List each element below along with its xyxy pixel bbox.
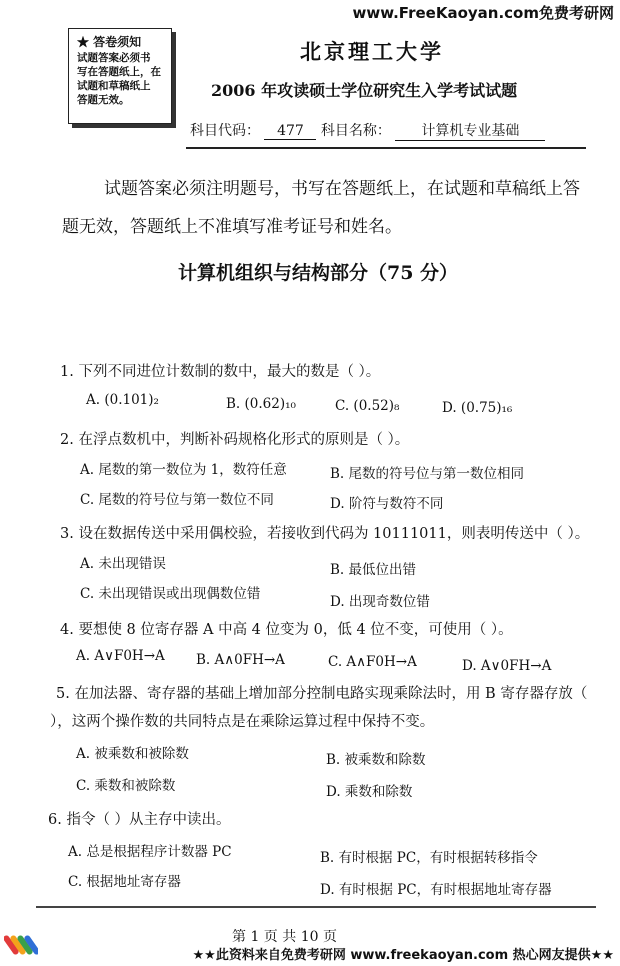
footer-rule bbox=[36, 906, 596, 908]
notice-title: ★ 答卷须知 bbox=[77, 35, 142, 49]
subject-name-label: 科目名称： bbox=[320, 123, 391, 139]
question-option: C. A∧F0H→A bbox=[328, 654, 417, 670]
question-option: C. 乘数和被除数 bbox=[76, 778, 176, 794]
site-logo-icon bbox=[4, 928, 38, 962]
question-option: D. 有时根据 PC，有时根据地址寄存器 bbox=[320, 882, 552, 898]
notice-line: 试题答案必须书 bbox=[77, 52, 151, 64]
question-stem: 5. 在加法器、寄存器的基础上增加部分控制电路实现乘除法时，用 B 寄存器存放（ ），这两个操作数的共同特点是在乘除运算过程中保持不变。 bbox=[50, 686, 588, 730]
question-option: C. 未出现错误或出现偶数位错 bbox=[80, 586, 261, 602]
question-option: A. 未出现错误 bbox=[80, 556, 166, 572]
question-option: A. 被乘数和被除数 bbox=[76, 746, 189, 762]
section-title: 计算机组织与结构部分（75 分） bbox=[178, 262, 459, 284]
question-option: B. 最低位出错 bbox=[330, 562, 417, 578]
subject-code: 477 bbox=[264, 123, 316, 140]
notice-line: 试题和草稿纸上 bbox=[77, 80, 151, 92]
question-option: D. 乘数和除数 bbox=[326, 784, 413, 800]
question-option: A. 尾数的第一数位为 1，数符任意 bbox=[80, 462, 287, 478]
page-footer: 第 1 页 共 10 页 bbox=[232, 929, 337, 945]
question-option: A. (0.101)₂ bbox=[86, 392, 159, 408]
header-rule bbox=[186, 147, 586, 149]
question-option: B. (0.62)₁₀ bbox=[226, 396, 296, 412]
site-watermark-bottom: ★★此资料来自免费考研网 www.freekaoyan.com 热心网友提供★★ bbox=[192, 948, 614, 963]
question-option: D. (0.75)₁₆ bbox=[442, 400, 513, 416]
question-option: A. 总是根据程序计数器 PC bbox=[68, 844, 232, 860]
notice-line: 答题无效。 bbox=[77, 94, 130, 106]
question-stem: 6. 指令（ ）从主存中读出。 bbox=[48, 812, 231, 828]
question-option: B. 被乘数和除数 bbox=[326, 752, 426, 768]
question-option: C. 尾数的符号位与第一数位不同 bbox=[80, 492, 274, 508]
university-name: 北京理工大学 bbox=[300, 39, 444, 64]
exam-instructions: 试题答案必须注明题号，书写在答题纸上，在试题和草稿纸上答题无效，答题纸上不准填写准考证号和姓名。 bbox=[62, 179, 580, 237]
question-stem: 3. 设在数据传送中采用偶校验，若接收到代码为 10111011，则表明传送中（ ）。 bbox=[60, 526, 590, 542]
question-option: C. (0.52)₈ bbox=[335, 398, 400, 414]
subject-line bbox=[190, 120, 545, 141]
subject-code-label: 科目代码： bbox=[190, 123, 260, 139]
site-watermark-top: www.FreeKaoyan.com免费考研网 bbox=[352, 4, 614, 22]
question-option: B. 有时根据 PC，有时根据转移指令 bbox=[320, 850, 538, 866]
question-stem: 4. 要想使 8 位寄存器 A 中高 4 位变为 0，低 4 位不变，可使用（ ）。 bbox=[60, 622, 513, 638]
question-option: D. 出现奇数位错 bbox=[330, 594, 430, 610]
answer-notice-box bbox=[68, 28, 172, 124]
subject-name: 计算机专业基础 bbox=[395, 120, 545, 141]
question-stem: 1. 下列不同进位计数制的数中，最大的数是（ ）。 bbox=[60, 364, 381, 380]
question-option: D. A∨0FH→A bbox=[462, 658, 552, 674]
question-option: B. A∧0FH→A bbox=[196, 652, 285, 668]
exam-title: 2006 年攻读硕士学位研究生入学考试试题 bbox=[211, 81, 518, 100]
notice-line: 写在答题纸上，在 bbox=[77, 66, 161, 78]
question-option: D. 阶符与数符不同 bbox=[330, 496, 444, 512]
question-stem: 2. 在浮点数机中，判断补码规格化形式的原则是（ ）。 bbox=[60, 432, 410, 448]
question-option: C. 根据地址寄存器 bbox=[68, 874, 181, 890]
question-option: B. 尾数的符号位与第一数位相同 bbox=[330, 466, 525, 482]
question-option: A. A∨F0H→A bbox=[76, 648, 165, 664]
